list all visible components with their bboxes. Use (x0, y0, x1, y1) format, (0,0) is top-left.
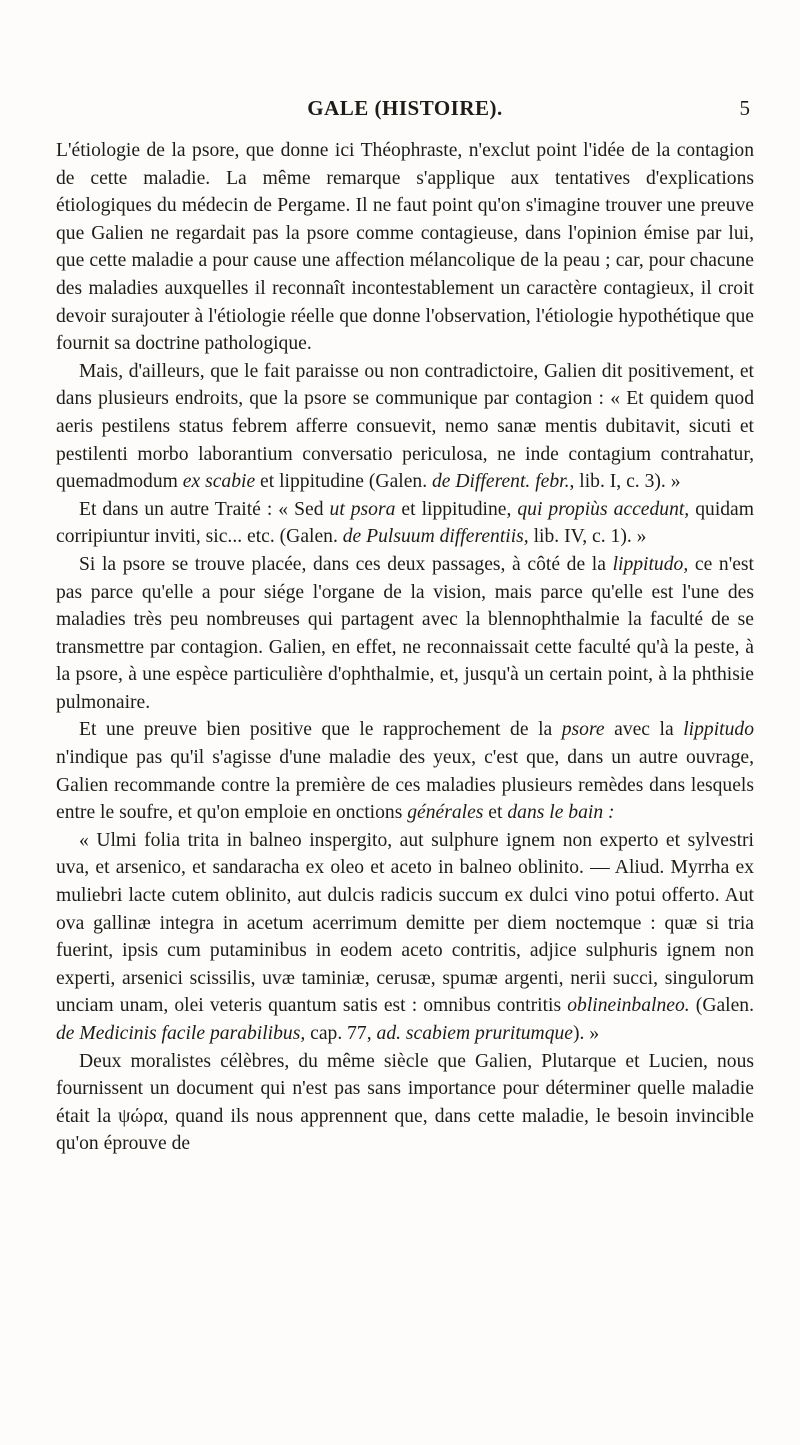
text-run: Et une preuve bien positive que le rapprochement de la (79, 719, 562, 741)
text-run: avec la (604, 719, 684, 741)
paragraph (56, 716, 754, 826)
running-head (60, 96, 750, 124)
text-run: et lippitudine, (395, 498, 518, 520)
text-run: , lib. I, c. 3). » (569, 471, 681, 493)
text-run: « Ulmi folia trita in balneo inspergito, aut sulphure ignem non experto et sylvestri uva, et arsenico, et sandaracha ex oleo et aceto in balneo oblinito. — Aliud. Myrrha ex muliebri lacte cutem oblinito, aut dulcis radicis succum ex dulci vino potui offerto. Aut ova gallinæ integra in acetum acerrimum demitte per diem noctemque : quæ si tria fuerint, ipsis cum putaminibus in eodem aceto contritis, adjice sulphuris ignem non experti, arsenici scissilis, uvæ taminiæ, cerusæ, spumæ argenti, nerii succi, singulorum unciam unam, olei veteris quantum satis est : omnibus contritis (56, 829, 754, 1017)
text-run: (Galen. (689, 995, 754, 1017)
italic-text: de Pulsuum differentiis, (342, 526, 529, 548)
italic-text: psore (561, 719, 605, 741)
text-run: L'étiologie de la psore, que donne ici Théophraste, n'exclut point l'idée de la contagion de cette maladie. La même remarque s'applique aux tentatives d'explications étiologiques du médecin de Pergame. Il ne faut point qu'on s'imagine trouver une preuve que Galien ne regardait pas la psore comme contagieuse, dans l'opinion émise par lui, que cette maladie a pour cause une affection mélancolique de la peau ; car, pour chacune des maladies auxquelles il reconnaît incontestablement un caractère contagieux, il croit devoir surajouter à l'étiologie réelle que donne l'observation, l'étiologie hypothétique que fournit sa doctrine pathologique. (56, 140, 754, 355)
text-run: Deux moralistes célèbres, du même siècle que Galien, Plutarque et Lucien, nous fournissent un document qui n'est pas sans importance pour déterminer quelle maladie était la ψώρα, quand ils nous apprennent que, dans cette maladie, le besoin invincible qu'on éprouve de (56, 1050, 754, 1155)
italic-text: oblineinbalneo. (567, 995, 690, 1017)
running-title: GALE (HISTOIRE). (307, 96, 503, 120)
text-run: Si la psore se trouve placée, dans ces deux passages, à côté de la (79, 553, 613, 575)
text-run: n'indique pas qu'il s'agisse d'une maladie des yeux, c'est que, dans un autre ouvrage, Galien recommande contre la première de ces maladies plusieurs remèdes dans lesquels entre le soufre, et qu'on emploie en onctions (56, 747, 754, 824)
italic-text: qui propiùs accedunt, (517, 498, 690, 520)
text-run: quidam corripiuntur inviti, sic... etc. (Galen. (56, 498, 754, 548)
italic-text: lippitudo, (612, 553, 689, 575)
text-run: Mais, d'ailleurs, que le fait paraisse ou non contradictoire, Galien dit positivement, et dans plusieurs endroits, que la psore se communique par contagion : « Et quidem quod aeris pestilens status febrem afferre consuevit, nemo sanæ mentis dubitavit, sicuti et pestilenti morbo laborantium conversatio periculosa, ne inde contagium contrahatur, quemadmodum (56, 360, 754, 493)
italic-text: dans le bain : (507, 802, 615, 824)
text-run: ). » (573, 1023, 600, 1044)
text-body (56, 137, 754, 1158)
paragraph (56, 827, 754, 1048)
italic-text: générales (407, 802, 484, 824)
paragraph (56, 358, 754, 496)
text-run: cap. 77, (305, 1023, 377, 1044)
text-run: et (483, 802, 508, 824)
text-run: et lippitudine (Galen. (255, 471, 432, 493)
text-run: ce n'est pas parce qu'elle a pour siége l'organe de la vision, mais parce qu'elle est l'une des maladies très peu nombreuses qui partagent avec la blennophthalmie la faculté de se transmettre par contagion. Galien, en effet, ne reconnaissait cette faculté qu'à la peste, à la psore, à une espèce particulière d'ophthalmie, et, jusqu'à un certain point, à la phthisie pulmonaire. (56, 553, 754, 713)
text-run: Et dans un autre Traité : « Sed (79, 498, 330, 520)
paragraph (56, 137, 754, 358)
italic-text: de Medicinis facile parabilibus, (56, 1023, 306, 1044)
paragraph (56, 551, 754, 717)
italic-text: lippitudo (683, 719, 754, 741)
page-number: 5 (739, 96, 750, 120)
italic-text: ad. scabiem pruritumque (376, 1023, 573, 1044)
italic-text: de Different. febr. (432, 471, 570, 493)
text-run: lib. IV, c. 1). » (528, 526, 647, 548)
italic-text: ut psora (329, 498, 396, 520)
paragraph (56, 1048, 754, 1158)
italic-text: ex scabie (182, 471, 256, 493)
paragraph (56, 496, 754, 551)
